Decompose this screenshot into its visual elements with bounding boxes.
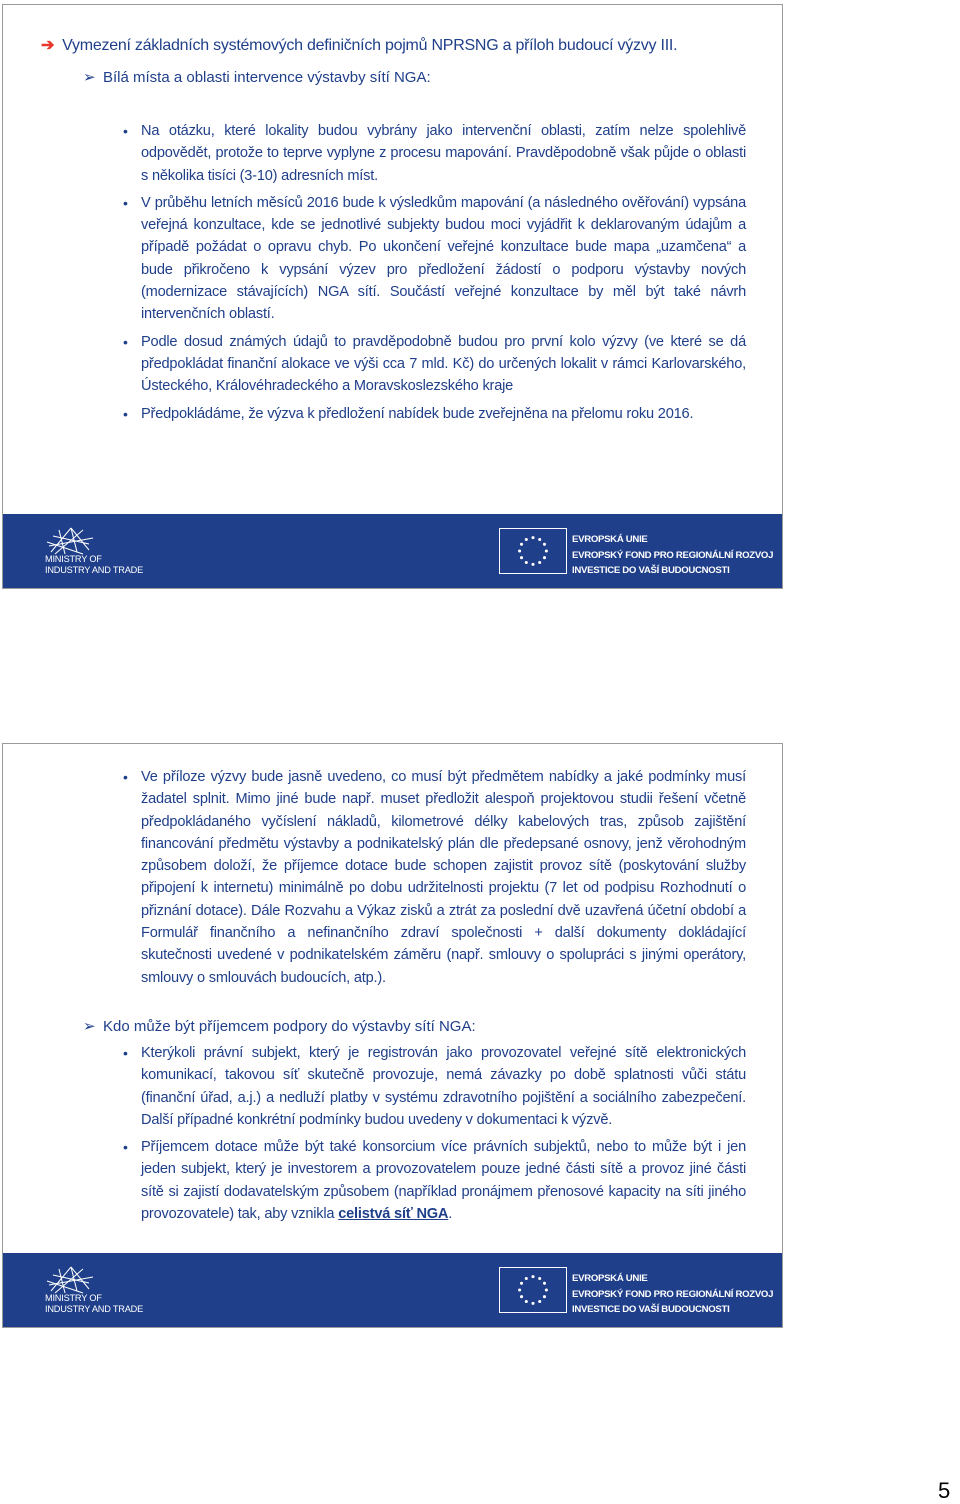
list-item-text: Ve příloze výzvy bude jasně uvedeno, co musí být předmětem nabídky a jaké podmínky musí žadatel splnit. Mimo jiné bude např. muset předložit alespoň projektovou studii řešení včetně předpokládaného vyčíslení nákladů, kilometrové délky kabelových tras, způsob zajištění financování předmětu výstavby a podnikatelský plán dle předepsané osnovy, jenž věrohodným způsobem doloží, že příjemce dotace bude schopen zajistit provoz sítě (poskytování služby připojení k internetu) minimálně po dobu udržitelnosti projektu (7 let od podpisu Rozhodnutí o přiznání dotace). Dále Rozvahu a Výkaz zisků a ztrát za poslední dvě uzavřená účetní období a Formulář finančního a nefinančního zdraví společnosti + další dokumenty dokládající skutečnosti uvedené v podnikatelském záměru (např. smlouvy o spolupráci s jinými operátory, smlouvy o smlouvách budoucích, atp.). [141, 769, 746, 986]
eu-funding-line: INVESTICE DO VAŠÍ BUDOUCNOSTI [572, 1304, 730, 1315]
list-item [123, 766, 746, 989]
ministry-name [45, 554, 143, 575]
bullet-list [123, 1042, 746, 1230]
ministry-name [45, 1293, 143, 1314]
slide-footer [3, 1253, 782, 1327]
bullet-dot-icon: • [123, 333, 128, 350]
ministry-name-line: MINISTRY OF [45, 1293, 102, 1303]
section-heading [83, 68, 431, 86]
list-item [123, 1042, 746, 1131]
list-item-text: Podle dosud známých údajů to pravděpodobně budou pro první kolo výzvy (ve které se dá předpokládat finanční alokace ve výši cca 7 mld. Kč) do určených lokalit v rámci Karlovarského, Ústeckého, Královéhradeckého a Moravskoslezského kraje [141, 333, 746, 395]
eu-flag-icon [499, 528, 567, 574]
ministry-name-line: INDUSTRY AND TRADE [45, 1303, 143, 1314]
bullet-dot-icon: • [123, 769, 128, 785]
section-heading-text: Bílá místa a oblasti intervence výstavby sítí NGA: [103, 69, 431, 86]
slide-title-text: Vymezení základních systémových definičních pojmů NPRSNG a příloh budoucí výzvy III. [62, 37, 678, 54]
bullet-dot-icon: • [123, 123, 128, 139]
list-item [123, 403, 746, 425]
list-item-text: Na otázku, které lokality budou vybrány jako intervenční oblasti, zatím nelze spolehlivě odpovědět, protože to teprve vyplyne z procesu mapování. Pravděpodobně však půjde o oblasti s několika tisíci (3-10) adresních míst. [141, 123, 746, 184]
list-item-text: Příjemcem dotace může být také konsorcium více právních subjektů, nebo to může být i jen jeden subjekt, který je investorem a provozovatelem pouze jedné části sítě a provoz jiné části sítě si zajistí dodavatelským způsobem (například pronájmem přenosové kapacity na síti jiného provozovatele) tak, aby vznikla [141, 1139, 746, 1223]
eu-funding-line: EVROPSKÁ UNIE [572, 1273, 648, 1284]
eu-funding-line: INVESTICE DO VAŠÍ BUDOUCNOSTI [572, 565, 730, 576]
bullet-list [123, 766, 746, 994]
eu-funding-line: EVROPSKÝ FOND PRO REGIONÁLNÍ ROZVOJ [572, 1288, 774, 1300]
eu-funding-line: EVROPSKÁ UNIE [572, 534, 648, 545]
chevron-right-icon: ➢ [83, 1018, 96, 1035]
slide-2 [2, 743, 783, 1328]
list-item-text: V průběhu letních měsíců 2016 bude k výsledkům mapování (a následného ověřování) vypsána veřejná konzultace, kde se jednotlivé subjekty budou moci vyjádřit k deklarovaným údajům a případě požádat o opravu chyb. Po ukončení veřejné konzultace bude mapa „uzamčena“ a bude přikročeno k vypsání výzev pro předložení žádostí o podporu výstavby nových (modernizace stávajících) NGA sítí. Součástí veřejné konzultace by měl být také návrh intervenčních oblastí. [141, 194, 746, 323]
arrow-right-icon: ➔ [41, 37, 55, 54]
ministry-name-line: INDUSTRY AND TRADE [45, 564, 143, 575]
chevron-right-icon: ➢ [83, 69, 96, 86]
list-item-text-end: . [448, 1206, 453, 1223]
ministry-name-line: MINISTRY OF [45, 554, 102, 564]
bullet-dot-icon: • [123, 405, 128, 422]
emphasis-text: celistvá síť NGA [338, 1206, 449, 1223]
list-item [123, 331, 746, 398]
slide-title [41, 35, 677, 55]
slide-1 [2, 4, 783, 589]
list-item [123, 192, 746, 326]
list-item-text: Kterýkoli právní subjekt, který je registrován jako provozovatel veřejné sítě elektronických komunikací, takovou síť skutečně provozuje, nemá závazky po době splatnosti vůči státu (finanční úřad, a.j.) a nedluží platby v systému zdravotního pojištění a sociálního zabezpečení. Další případné konkrétní podmínky budou uvedeny v dokumentaci k výzvě. [141, 1045, 746, 1128]
bullet-dot-icon: • [123, 194, 128, 211]
eu-funding-text [572, 1271, 773, 1318]
slide-footer [3, 514, 782, 588]
list-item-text: Předpokládáme, že výzva k předložení nabídek bude zveřejněna na přelomu roku 2016. [141, 405, 694, 422]
page-number: 5 [938, 1478, 951, 1503]
bullet-dot-icon: • [123, 1139, 128, 1156]
list-item [123, 1136, 746, 1225]
section-heading [83, 1017, 476, 1035]
bullet-dot-icon: • [123, 1045, 128, 1061]
eu-funding-line: EVROPSKÝ FOND PRO REGIONÁLNÍ ROZVOJ [572, 549, 774, 561]
bullet-list [123, 120, 746, 430]
eu-flag-icon [499, 1267, 567, 1313]
list-item [123, 120, 746, 187]
eu-funding-text [572, 532, 773, 579]
section-heading-text: Kdo může být příjemcem podpory do výstavby sítí NGA: [103, 1018, 476, 1035]
